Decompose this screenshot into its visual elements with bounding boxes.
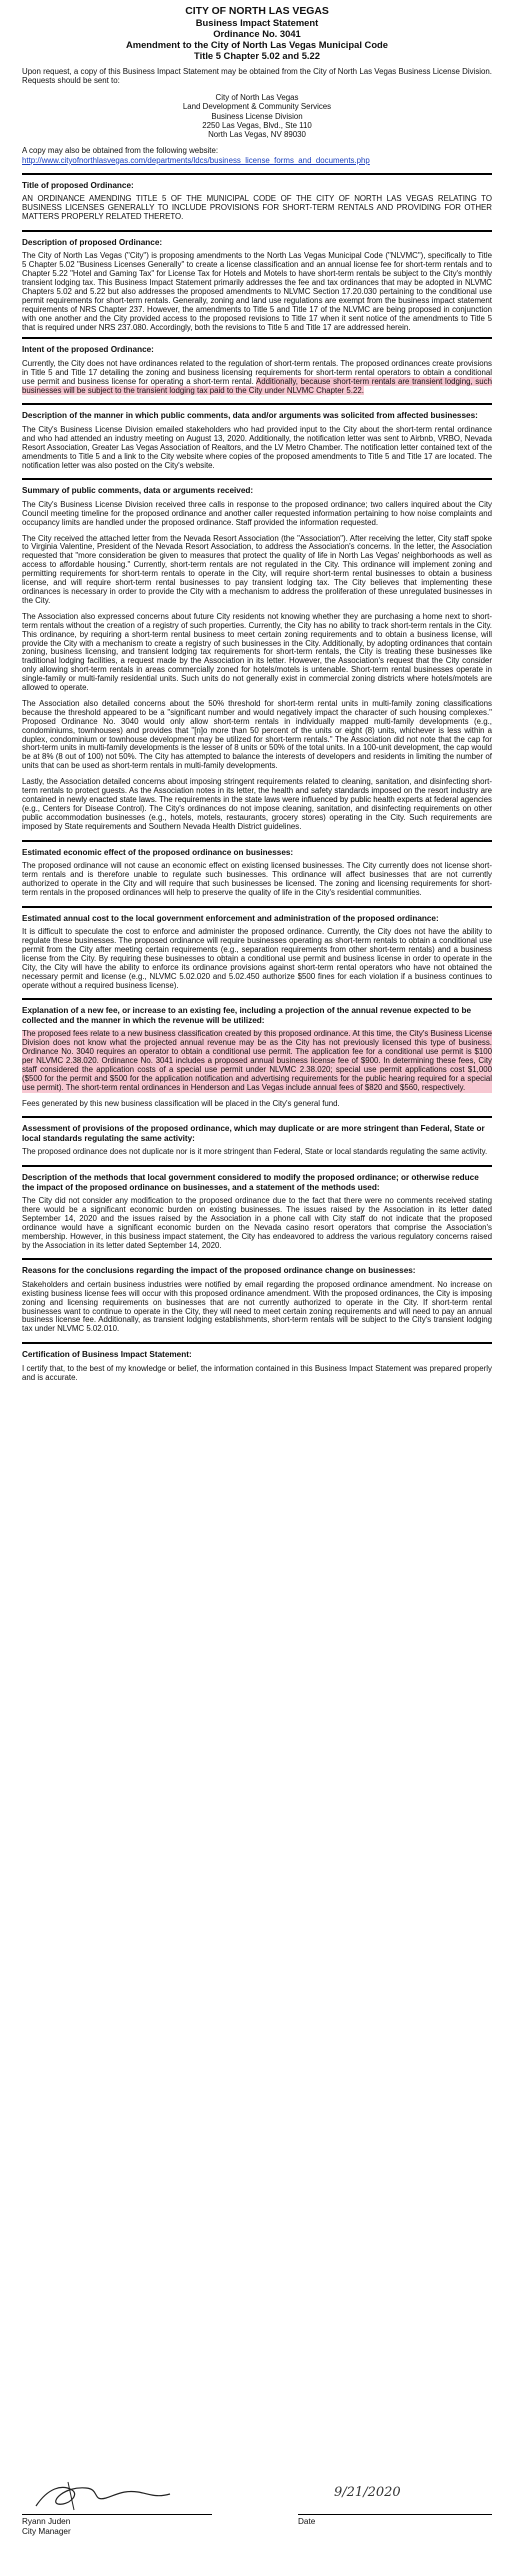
section-text: The City of North Las Vegas ("City") is proposing amendments to the North Las Vegas Municipal Code ("NLVMC"), specifically to Title 5 Chapter 5.02 "Business Licenses Generally" to create a license classification and an annual license fee for short-term rentals and to Chapter 5.22 "Hotel and Gaming Tax" for License Tax for Hotels and Motels to have short-term rentals be subject to the City's monthly transient lodging tax. This Business Impact Statement primarily addresses the fee and tax ordinances that may be adopted in NLVMC Chapters 5.02 and 5.22 but also addresses the proposed amendments to NLVMC Section 17.20.030 pertaining to the conditional use permit requirements for short-term rentals. Generally, zoning and land use regulations are exempt from the business impact statement requirements of NRS Chapter 237. However, the amendments to Title 5 and Title 17 of the NLVMC are being proposed in conjunction with one another and the City provided access to the proposed revisions to Title 17 when it sent notice of the amendments to Title 5 that is required under NRS 237.080. Accordingly, both the revisions to Title 5 and Title 17 are addressed herein. [22,251,492,332]
intent-text: Currently, the City does not have ordinances related to the regulation of short-term rentals. The proposed ordinances create provisions in Title 5 and Title 17 detailing the zoning and business licensing requirements for short-term rental operators to obtain a conditional use permit and business license for operating a short-term rental. [22,358,492,386]
section-economic-effect [22,840,492,898]
section-description [22,230,492,333]
section-text [22,360,492,396]
section-paragraph: Lastly, the Association detailed concerns about imposing stringent requirements related to cleaning, sanitation, and disinfecting short-term rentals to protect guests. As the Association notes in its letter, the health and safety standards imposed on the resort industry are contained in newly enacted state laws. The requirements in the state laws were influenced by public health experts at federal agencies (e.g., Centers for Disease Control). The City's ordinances do not impose cleaning, sanitation, and disinfecting requirements on other public accommodation businesses (e.g., hotels, motels, restaurants, grocery stores) operating in the City. Such requirements are imposed by State requirements and Southern Nevada Health District guidelines. [22,777,492,831]
section-heading: Description of proposed Ordinance: [22,237,163,247]
section-heading: Reasons for the conclusions regarding the impact of the proposed ordinance change on businesses: [22,1266,416,1276]
section-text: The City did not consider any modification to the proposed ordinance due to the fact that there were no comments received stating there would be a significant economic burden on existing businesses. The issues raised by the Association in its letter dated September 14, 2020 and the issues raised by the Association in a phone call with City staff do not indicate that the proposed ordinance would have a significant economic burden on the Nevada casino resort operators that comprise the Association's membership. However, in this business impact statement, the City has endeavored to address the various regulatory concerns raised by the Association in its letter dated September 14, 2020. [22,1196,492,1250]
section-summary-of-comments [22,478,492,831]
highlighted-text: Additionally, because short-term rentals are transient lodging, such businesses will be subject to the transient lodging tax paid to the City under NLVMC Chapter 5.22. [22,376,492,395]
section-methods [22,1165,492,1250]
section-paragraph: The City received the attached letter from the Nevada Resort Association (the "Association"). After receiving the letter, City staff spoke to Virginia Valentine, President of the Nevada Resort Association, to address the Association's concerns. In the letter, the Association requested that "more consideration be given to measures that protect the quality of life in North Las Vegas' neighborhoods as well as access to affordable housing." Currently, short-term rentals are not regulated in the City. This ordinance will implement zoning and permitting requirements for short-term rentals to operate in the City, will require short-term rental businesses to obtain a business license, and will require short-term rental businesses to pay transient lodging tax. The City believes that implementing these ordinances is necessary in order to provide the City with a mechanism to address the proliferation of these unregulated businesses in the City. [22,533,492,605]
section-text: The City's Business License Division emailed stakeholders who had provided input to the City about the short-term rental ordinance and who had attended an industry meeting on August 13, 2020. Additionally, the notification letter was sent to Airbnb, VRBO, Nevada Resort Association, Greater Las Vegas Association of Realtors, and the LV Metro Chamber. The notification letter contained text of the amendments to Title 5 and a link to the City website where copies of the proposed amendments to Title 5 and Title 17 are located. The notification letter was also posted on the City's website. [22,424,492,470]
section-text: Fees generated by this new business classification will be placed in the City's general fund. [22,1098,340,1108]
signature-block [22,2472,492,2552]
date-label: Date [298,2517,316,2526]
section-heading: Description of the manner in which public comments, data and/or arguments was solicited from affected businesses: [22,411,478,421]
section-heading: Intent of the proposed Ordinance: [22,345,154,355]
signature-line [22,2514,212,2515]
section-public-comment-manner [22,403,492,470]
section-paragraph: The City's Business License Division received three calls in response to the proposed ordinance; two callers inquired about the City Council meeting timeline for the proposed ordinance and another caller requested information pertaining to how noise complaints and occupancy limits are handled under the proposed ordinance. Staff provided the information requested. [22,499,492,527]
section-heading: Assessment of provisions of the proposed ordinance, which may duplicate or are more stringent than Federal, State or local standards regulating the same activity: [22,1124,485,1143]
section-certification [22,1342,492,1382]
city-name: CITY OF NORTH LAS VEGAS [185,6,329,17]
section-title-of-ordinance [22,173,492,222]
address-line: Business License Division [211,111,303,121]
section-text: The proposed ordinance does not duplicate nor is it more stringent than Federal, State or local standards regulating the same activity. [22,1147,488,1157]
handwritten-signature [28,2476,178,2516]
section-heading: Estimated economic effect of the proposed ordinance on businesses: [22,847,294,857]
address-line: City of North Las Vegas [215,92,299,102]
handwritten-date: 9/21/2020 [334,2485,401,2500]
section-heading: Certification of Business Impact Statement: [22,1350,192,1360]
section-annual-cost [22,906,492,991]
statement-type: Business Impact Statement [195,17,319,28]
highlighted-fee-text: The proposed fees relate to a new business classification created by this proposed ordinance. At this time, the City's Business License Division does not know what the projected annual revenue may be as the City has not previously licensed this type of business. Ordinance No. 3040 requires an operator to obtain a conditional use permit. The application fee for a conditional use permit is $100 per NLVMC 2.38.020. Ordinance No. 3041 includes a proposed annual business license fee of $900. In determining these fees, City staff considered the application costs of a special use permit under NLVMC 2.38.020; special use permit applications cost $1,000 ($500 for the permit and $500 for the application notification and advertising requirements for the public hearing required for a special use permit). The short-term rental ordinances in Henderson and Las Vegas include annual fees of $820 and $560, respectively. [22,1029,492,1092]
intro-paragraph: Upon request, a copy of this Business Impact Statement may be obtained from the City of North Las Vegas Business License Division. Requests should be sent to: [22,67,492,85]
section-text: AN ORDINANCE AMENDING TITLE 5 OF THE MUNICIPAL CODE OF THE CITY OF NORTH LAS VEGAS RELATING TO BUSINESS LICENSES GENERALLY TO INCLUDE PROVISIONS FOR SHORT-TERM RENTALS AND PROVIDING FOR OTHER MATTERS PROPERLY RELATED THERETO. [22,194,492,221]
section-heading: Description of the methods that local government considered to modify the proposed ordinance; or otherwise reduce the impact of the proposed ordinance on businesses, and a statement of the methods used: [22,1173,479,1192]
ordinance-number: Ordinance No. 3041 [213,28,301,39]
section-reasons [22,1258,492,1334]
amendment-title: Amendment to the City of North Las Vegas Municipal Code [125,39,388,50]
section-heading: Title of proposed Ordinance: [22,180,134,190]
section-new-fee [22,998,492,1108]
section-text: I certify that, to the best of my knowledge or belief, the information contained in this Business Impact Statement was prepared properly and is accurate. [22,1363,492,1382]
address-line: North Las Vegas, NV 89030 [208,130,306,140]
section-intent [22,337,492,395]
section-paragraph: The Association also detailed concerns about the 50% threshold for short-term rental units in multi-family zoning classifications because the threshold appeared to be a "significant number and would negatively impact the character of such housing complexes." Proposed Ordinance No. 3040 would only allow short-term rentals in individually mapped multi-family developments (e.g., condominiums, townhouses) and provides that "[n]o more than 50 percent of the units or eight (8) units, whichever is less within a duplex, condominium or townhouse development may be utilized for short-term rentals." The Association did not note that the cap for short-term units in multi-family developments is the lesser of 8 units or 50% of the total units. In a 100-unit development, the cap would be at 8% (8 out of 100) not 50%. The City has attempted to balance the interests of developers and residents in limiting the number of units that can be used as short-term rentals in multi-family developments. [22,698,492,771]
code-title: Title 5 Chapter 5.02 and 5.22 [194,50,320,61]
section-duplication [22,1116,492,1157]
signer-title: City Manager [22,2527,71,2536]
section-paragraph: The Association also expressed concerns about future City residents not knowing whether they are purchasing a home next to short-term rentals without the creation of a registry of such properties. Currently, the City has no ability to track short-term rentals in the City. This ordinance, by requiring a short-term rental business to meet certain zoning requirements and to obtain a business license, will provide the City with a mechanism to create a registry of such businesses in the City. Additionally, by adopting ordinances that contain zoning, business licensing, and transient lodging tax requirements for short-term rentals, the City is treating these businesses like traditional lodging facilities, a request made by the Association in its letter. However, the Association's request that the City consider only allowing short-term rentals in areas commercially zoned for hotels/motels is untenable. Short-term rental businesses operate in single-family or multi-family residential units. Such units do not generally exist in commercial zoning districts where hotels/motels are allowed to operate. [22,611,492,693]
date-line [298,2514,492,2515]
document-header [22,6,492,61]
website-link[interactable]: http://www.cityofnorthlasvegas.com/departments/ldcs/business_license_forms_and_documents.php [22,155,370,165]
section-heading: Summary of public comments, data or arguments received: [22,486,254,496]
mailing-address [22,93,492,140]
section-text: Stakeholders and certain business industries were notified by email regarding the proposed ordinance amendment. No increase on existing business license fees will occur with this proposed ordinance amendment. With the proposed ordinances, the City is imposing zoning and licensing requirements on businesses that are not currently authorized to operate in the City. If short-term rental businesses want to continue to operate in the City, they will need to meet certain zoning requirements and will need to pay an annual business license fee. Additionally, as transient lodging establishments, short-term rentals will be subject to the City's transient lodging tax under NLVMC 5.02.010. [22,1279,492,1334]
website-note: A copy may also be obtained from the following website: [22,145,219,155]
address-line: 2250 Las Vegas, Blvd., Ste 110 [202,121,312,131]
signer-name: Ryann Juden [22,2517,71,2526]
section-heading: Explanation of a new fee, or increase to an existing fee, including a projection of the annual revenue expected to be collected and the manner in which the revenue will be utilized: [22,1006,472,1025]
address-line: Land Development & Community Services [182,102,332,112]
section-heading: Estimated annual cost to the local government enforcement and administration of the proposed ordinance: [22,913,439,923]
section-text: The proposed ordinance will not cause an economic effect on existing licensed businesses. The City currently does not license short-term rentals and is therefore unable to regulate such businesses. This ordinance will affect businesses that are not currently authorized to operate in the City and will require that such businesses be licensed. The zoning and licensing requirements for short-term rentals in the proposed ordinances will help to preserve the quality of life in the City's residential communities. [22,861,492,897]
section-text: It is difficult to speculate the cost to enforce and administer the proposed ordinance. Currently, the City does not have the ability to regulate these businesses. The proposed ordinance will require businesses operating as short-term rentals to obtain a conditional use permit from the City after meeting certain requirements (e.g., separation requirements from other short-term rentals) and a business license from the City. By requiring these businesses to obtain a conditional use permit and business license in order to operate in the City, the City will have the ability to enforce its ordinance provisions against short-term rental operators who have not obtained the necessary permit and license (e.g., NLVMC 5.02.020 and 5.02.450 authorize $500 fines for each violation if a business continues to operate without a required business license). [22,927,492,990]
